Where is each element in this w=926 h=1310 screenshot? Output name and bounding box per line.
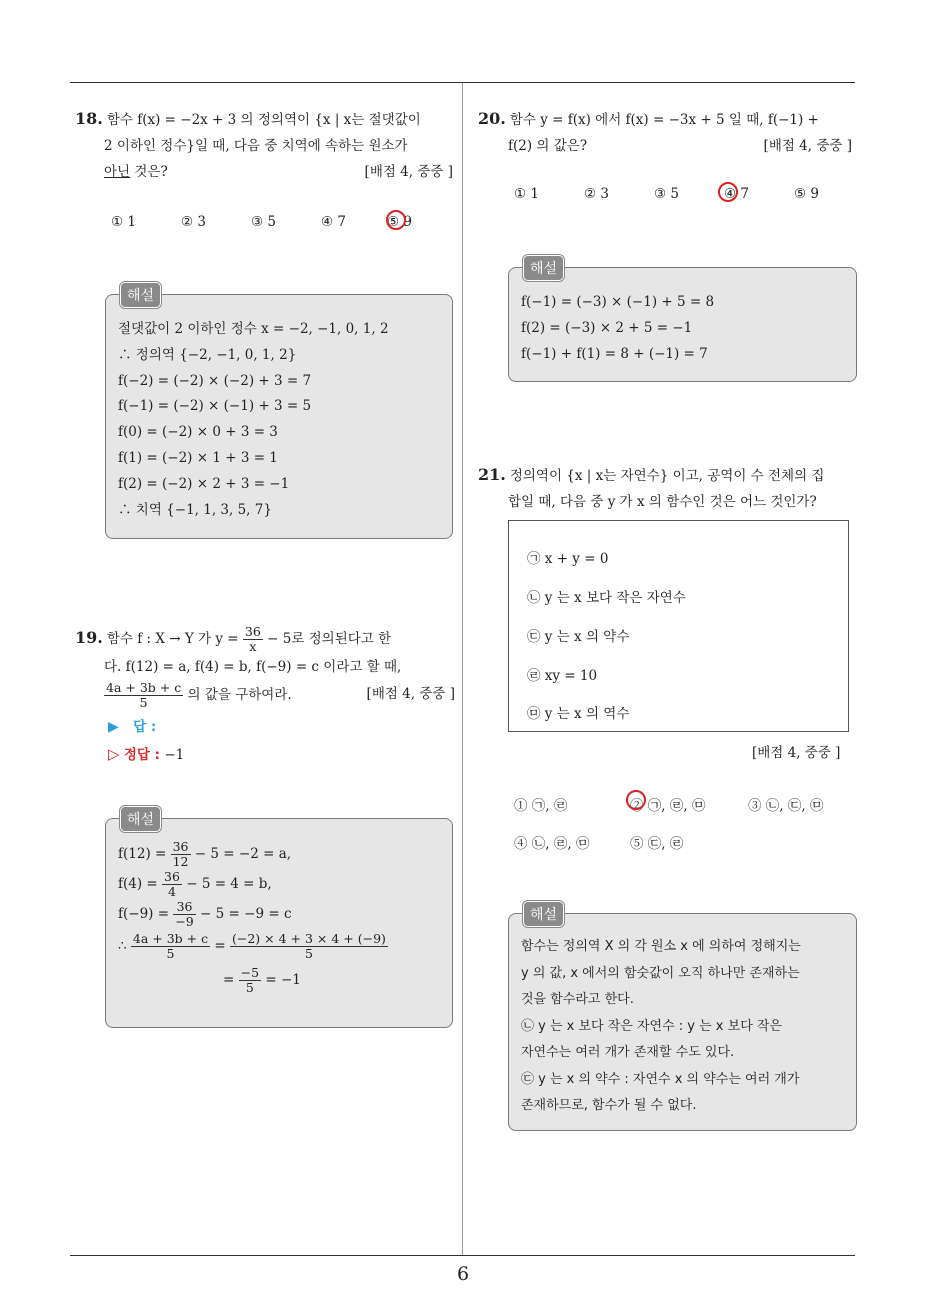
question-18 [75,106,453,185]
column-divider [462,83,463,1255]
score-meta: [배점 4, 중중 ] [763,138,852,154]
choice-1[interactable]: ① 1 [111,214,136,230]
explanation-tag: 해설 [120,806,161,832]
explanation-line: f(4) = $\frac{36}{4}$ − 5 = 4 = b, [118,869,272,899]
statement: ㉤ y 는 x 의 역수 [527,706,630,722]
play-icon: ▶ [108,719,119,735]
question-text: 2 이하인 정수}일 때, 다음 중 치역에 속하는 원소가 [104,138,408,154]
question-number: 21. [478,465,506,484]
denominator: 5 [139,695,148,710]
question-text: 다. f(12) = a, f(4) = b, f(−9) = c 이라고 할 때, [104,659,402,675]
explanation-line: ∴ 정의역 {−2, −1, 0, 1, 2} [118,346,297,363]
score-meta: [배점 4, 중중 ] [752,745,841,761]
explanation-line: f(−9) = $\frac{36}{-9}$ − 5 = −9 = c [118,899,292,929]
explanation-line: f(2) = (−3) × 2 + 5 = −1 [521,319,693,336]
numerator: 36 [244,624,261,639]
answer-line [108,715,156,735]
question-text: 함수 y = f(x) 에서 f(x) = −3x + 5 일 때, f(−1) + [509,112,819,128]
explanation-line: f(−1) = (−2) × (−1) + 3 = 5 [118,398,312,415]
explanation-line: 자연수는 여러 개가 존재할 수도 있다. [521,1045,735,1060]
question-text: 함수 f(x) = −2x + 3 의 정의역이 {x | x는 절댓값이 [106,112,421,128]
selected-answer-mark [626,790,646,810]
explanation-line: = $\frac{-5}{5}$ = −1 [223,965,301,995]
choice-1[interactable]: ① ㉠, ㉣ [514,798,568,814]
question-21 [478,462,858,515]
explanation-line: ∴ 치역 {−1, 1, 3, 5, 7} [118,501,272,518]
score-meta: [배점 4, 중중 ] [366,686,455,702]
explanation-21 [508,907,857,1131]
explanation-line: f(0) = (−2) × 0 + 3 = 3 [118,424,278,441]
question-20 [478,106,858,159]
question-19 [75,624,455,710]
choice-3[interactable]: ③ ㉡, ㉢, ㉤ [748,798,824,814]
statement: ㉣ xy = 10 [527,668,598,684]
question-text: 정의역이 {x | x는 자연수} 이고, 공역이 수 전체의 집 [509,468,825,484]
choices-18 [111,214,412,230]
explanation-18 [105,288,453,539]
question-text: 것은? [130,164,168,180]
choice-3[interactable]: ③ 5 [251,214,276,230]
question-text: − 5로 정의된다고 한 [262,631,392,647]
numerator: 4a + 3b + c [106,680,182,695]
explanation-line: f(−2) = (−2) × (−2) + 3 = 7 [118,372,312,389]
choices-20 [514,186,819,202]
explanation-line: ㉢ y 는 x 의 약수 : 자연수 x 의 약수는 여러 개가 [521,1071,800,1087]
explanation-line: 존재하므로, 함수가 될 수 없다. [521,1098,697,1113]
explanation-line: f(2) = (−2) × 2 + 3 = −1 [118,475,290,492]
fraction [104,681,183,710]
choice-5[interactable]: ⑤ 9 [794,186,819,202]
choice-5[interactable]: ⑤ 9 [387,214,412,230]
explanation-line: 절댓값이 2 이하인 정수 x = −2, −1, 0, 1, 2 [118,321,389,337]
choice-1[interactable]: ① 1 [514,186,539,202]
explanation-tag: 해설 [523,255,564,281]
page-number: 6 [456,1263,470,1285]
choice-4[interactable]: ④ 7 [724,186,749,202]
explanation-line: y 의 값, x 에서의 함숫값이 오직 하나만 존재하는 [521,965,800,981]
choices-21-row2 [514,832,683,852]
explanation-line: f(−1) = (−3) × (−1) + 5 = 8 [521,294,715,310]
question-text: 의 값을 구하여라. [183,687,292,703]
statement: ㉠ x + y = 0 [527,551,609,567]
explanation-line: 것을 함수라고 한다. [521,992,634,1007]
selected-answer-mark [718,182,738,202]
explanation-line: ∴ $\frac{4a + 3b + c}{5}$ = $\frac{(-2) \times 4 + 3 \times 4 + (-9)}{5}$ [118,931,386,961]
question-number: 20. [478,109,506,128]
fraction [243,625,263,654]
choices-21-row1 [514,794,823,814]
explanation-tag: 해설 [120,282,161,308]
choice-4[interactable]: ④ ㉡, ㉣, ㉤ [514,836,590,852]
score-meta: [배점 4, 중중 ] [364,164,453,180]
explanation-line: ㉡ y 는 x 보다 작은 자연수 : y 는 x 보다 작은 [521,1018,782,1034]
explanation-20 [508,261,857,382]
question-text: 함수 f : X → Y 가 y = [106,631,243,647]
explanation-19 [105,812,453,1028]
question-text: 합일 때, 다음 중 y 가 x 의 함수인 것은 어느 것인가? [508,494,817,510]
question-number: 18. [75,109,103,128]
question-text: f(2) 의 값은? [508,138,588,154]
selected-answer-mark [386,210,406,230]
correct-label: 정답 : [123,747,161,763]
choice-3[interactable]: ③ 5 [654,186,679,202]
choice-4[interactable]: ④ 7 [321,214,346,230]
answer-label: 답 : [133,719,157,735]
question-number: 19. [75,628,103,647]
explanation-line: 함수는 정의역 X 의 각 원소 x 에 의하여 정해지는 [521,939,801,954]
explanation-line: f(12) = $\frac{36}{12}$ − 5 = −2 = a, [118,839,292,869]
underlined-word: 아닌 [104,164,131,180]
statement: ㉢ y 는 x 의 약수 [527,629,630,645]
choice-5[interactable]: ⑤ ㉢, ㉣ [630,836,684,852]
triangle-outline-icon: ▷ [108,745,120,763]
choice-2[interactable]: ② 3 [181,214,206,230]
explanation-line: f(−1) + f(1) = 8 + (−1) = 7 [521,345,708,362]
statements-box [508,520,849,732]
bottom-rule [70,1255,855,1256]
explanation-tag: 해설 [523,901,564,927]
statement: ㉡ y 는 x 보다 작은 자연수 [527,590,686,606]
correct-answer-line [108,743,184,763]
choice-2[interactable]: ② 3 [584,186,609,202]
choice-2[interactable]: ② ㉠, ㉣, ㉤ [630,798,706,814]
correct-value: −1 [164,747,185,763]
denominator: x [249,639,257,654]
explanation-line: f(1) = (−2) × 1 + 3 = 1 [118,449,278,466]
